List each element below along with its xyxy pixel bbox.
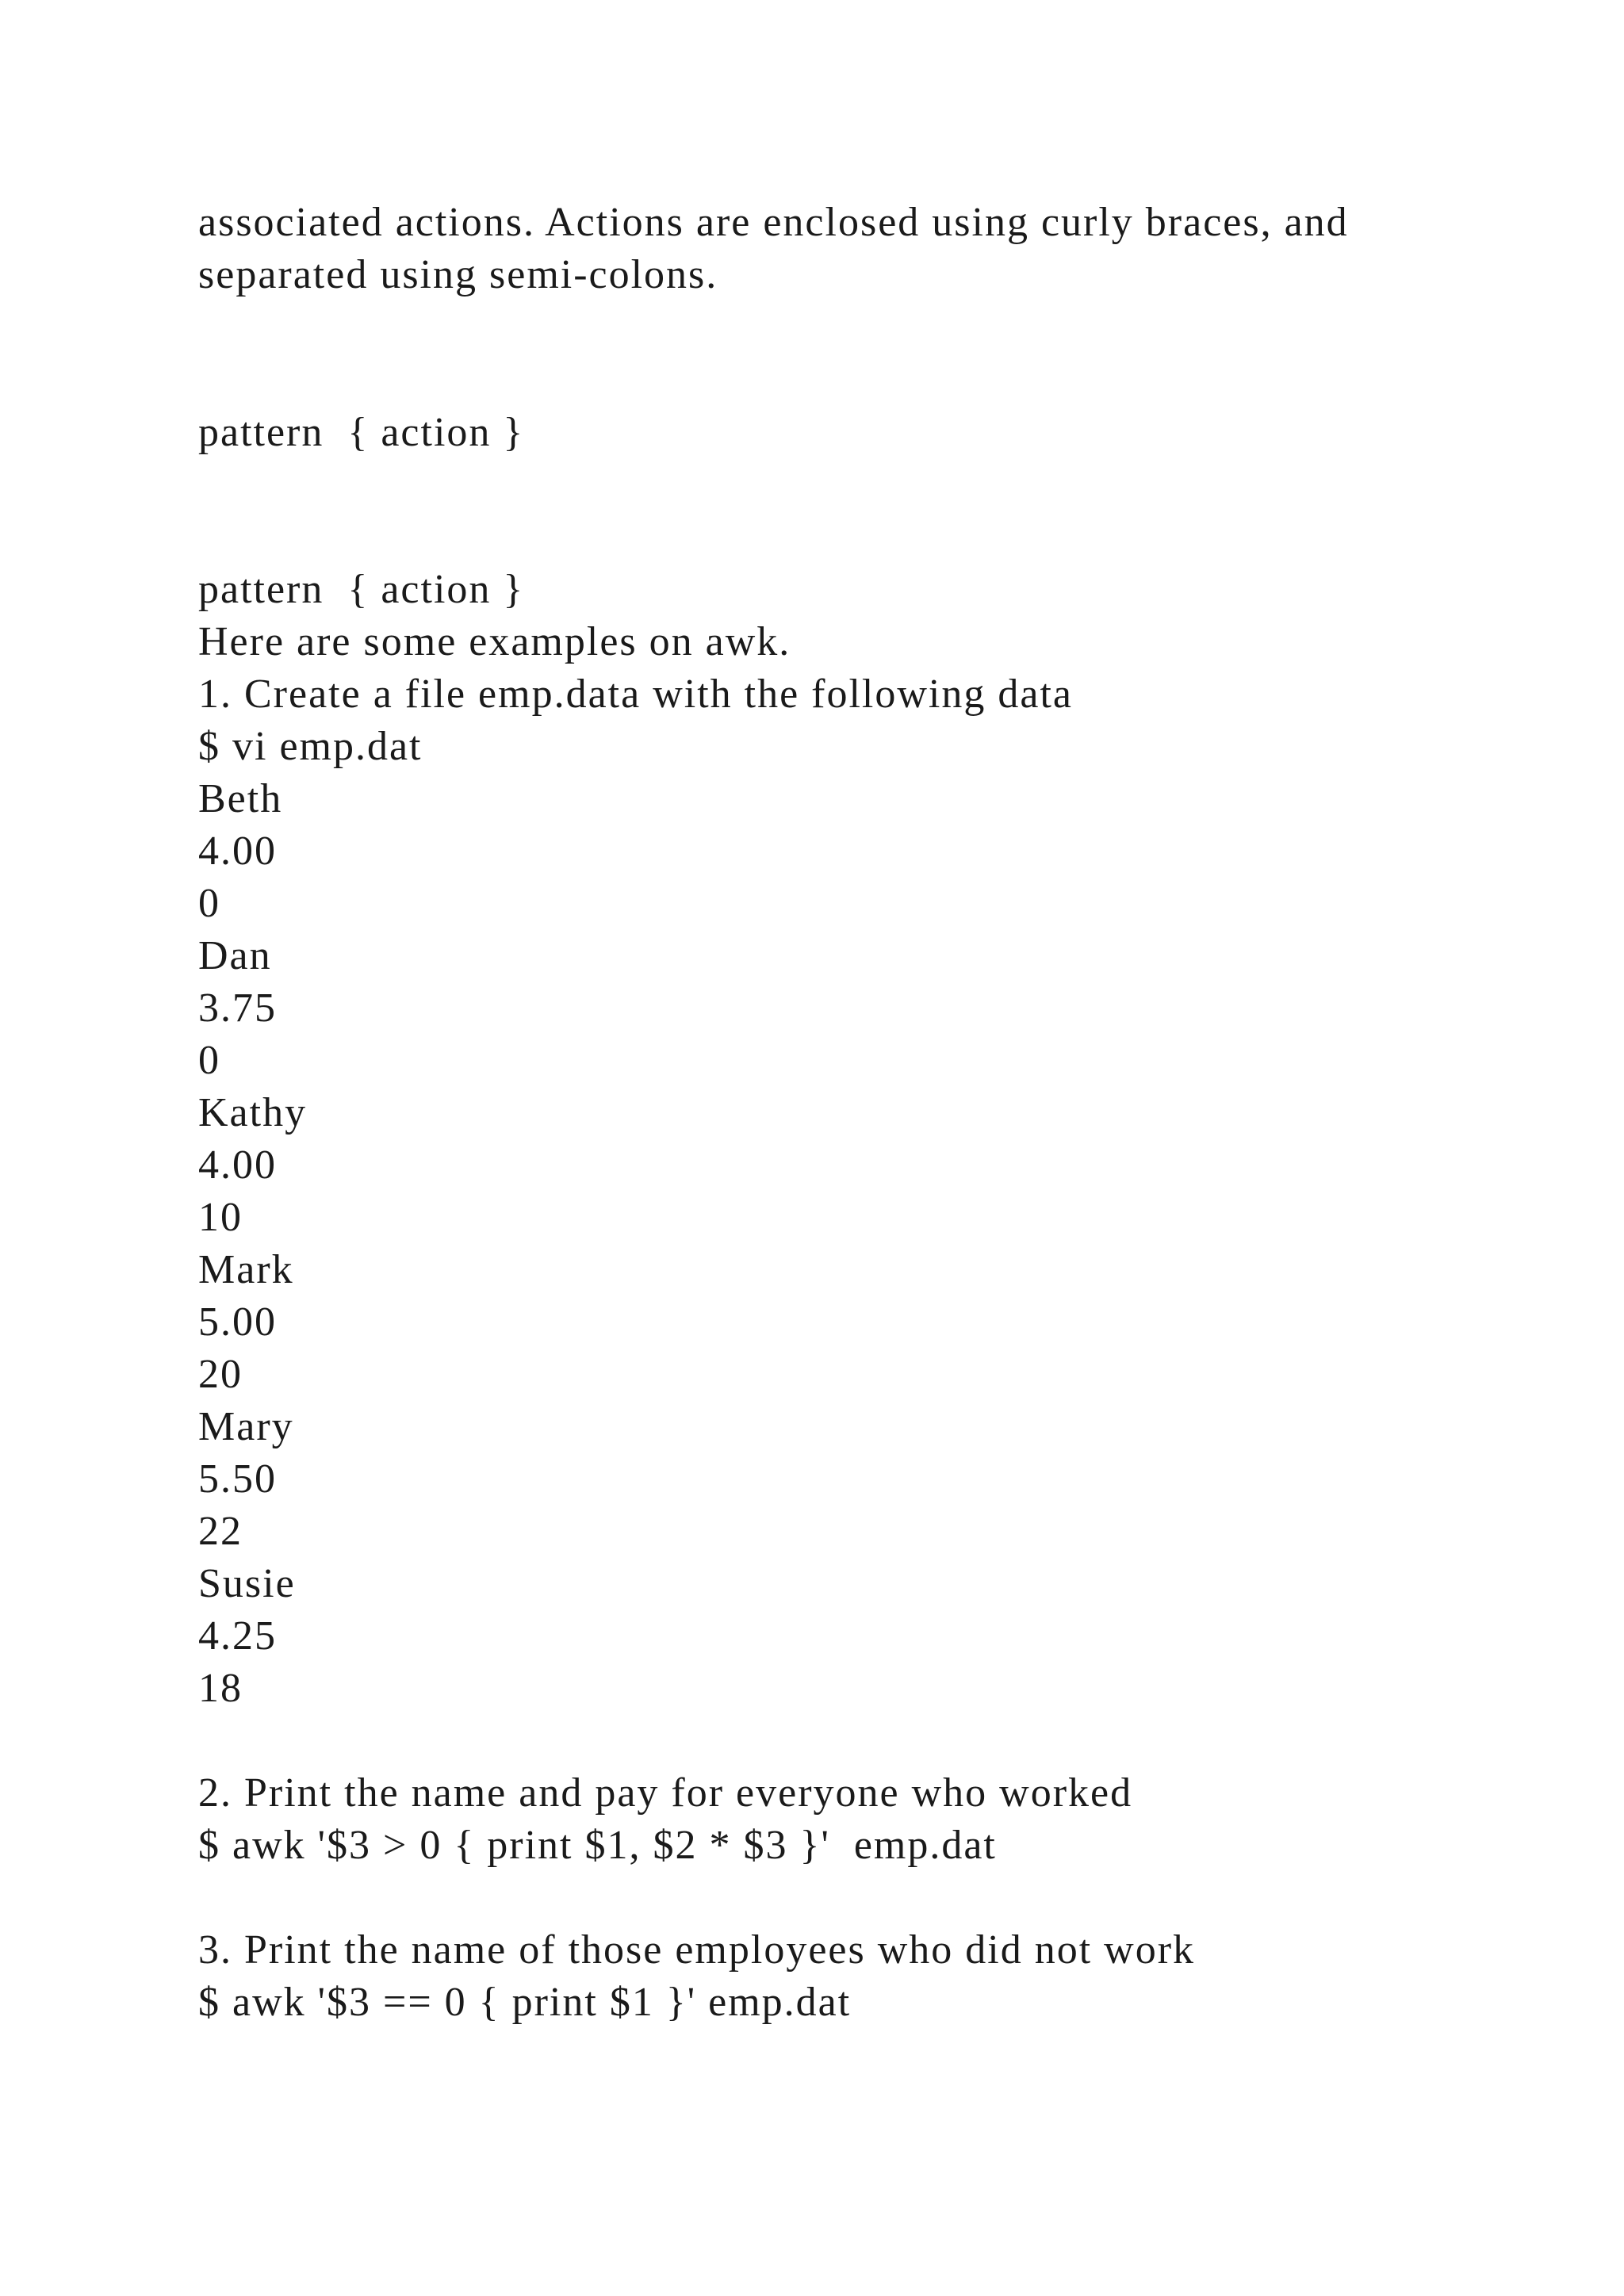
data-line: Dan — [198, 933, 272, 978]
data-line: Beth — [198, 776, 283, 821]
data-line: 3.75 — [198, 985, 277, 1031]
data-line: Kathy — [198, 1090, 308, 1135]
step-3-command: $ awk '$3 == 0 { print $1 }' emp.dat — [198, 1980, 852, 2025]
step-2-command: $ awk '$3 > 0 { print $1, $2 * $3 }' emp.dat — [198, 1823, 997, 1868]
intro-text-line-2: separated using semi-colons. — [198, 252, 718, 297]
examples-heading: Here are some examples on awk. — [198, 619, 791, 664]
pattern-syntax-line: pattern { action } — [198, 567, 525, 612]
data-line: 4.00 — [198, 828, 277, 874]
data-line: 20 — [198, 1352, 243, 1397]
data-line: Susie — [198, 1561, 296, 1606]
step-2-text: 2. Print the name and pay for everyone who worked — [198, 1770, 1133, 1816]
intro-text-line-1: associated actions. Actions are enclosed using curly braces, and — [198, 200, 1349, 245]
data-line: 0 — [198, 1038, 220, 1083]
step-1-text: 1. Create a file emp.data with the following data — [198, 672, 1073, 717]
data-line: 4.00 — [198, 1142, 277, 1188]
data-line: 22 — [198, 1509, 243, 1554]
data-line: 10 — [198, 1195, 243, 1240]
data-line: 4.25 — [198, 1613, 277, 1659]
data-line: Mark — [198, 1247, 294, 1292]
data-line: 0 — [198, 881, 220, 926]
data-line: 18 — [198, 1666, 243, 1711]
data-line: 5.00 — [198, 1299, 277, 1345]
step-1-command: $ vi emp.dat — [198, 724, 423, 769]
pattern-syntax-line: pattern { action } — [198, 410, 525, 455]
step-3-text: 3. Print the name of those employees who did not work — [198, 1927, 1196, 1973]
data-line: 5.50 — [198, 1456, 277, 1502]
data-line: Mary — [198, 1404, 294, 1449]
